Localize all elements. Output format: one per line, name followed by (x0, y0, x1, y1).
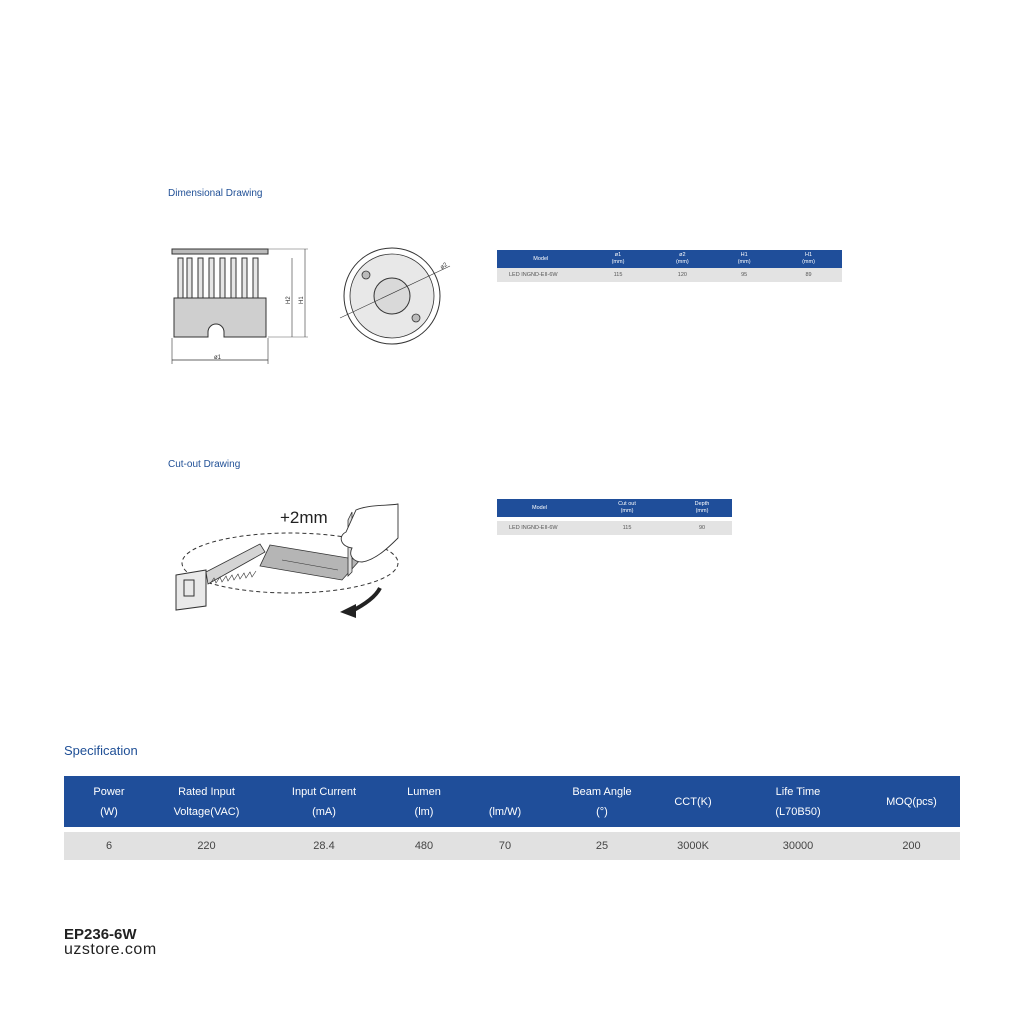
spec-value-efficacy: 70 (459, 832, 551, 860)
table-row (497, 268, 842, 282)
plus-2mm-label: +2mm (280, 508, 328, 527)
label-phi2: ø2 (439, 262, 449, 271)
dim-cell-h1: 95 (713, 268, 775, 282)
cutout-drawing-title: Cut-out Drawing (168, 459, 241, 470)
fixture-body (174, 298, 266, 337)
cutout-panel (260, 545, 360, 580)
dim-cell-h1-second: 89 (775, 268, 842, 282)
dimensional-table (497, 250, 842, 282)
product-model: EP236-6W (64, 926, 137, 943)
spec-value-moq: 200 (863, 832, 960, 860)
label-h1: H1 (299, 296, 305, 304)
spec-header-efficacy: (lm/W) (459, 776, 551, 827)
dimensional-drawing-title: Dimensional Drawing (168, 188, 263, 199)
cut-cell-model: LED INGND-EII-6W (497, 521, 582, 535)
label-h2: H2 (286, 296, 292, 304)
table-row (497, 521, 732, 535)
dim-cell-model: LED INGND-EII-6W (497, 268, 585, 282)
cut-cell-cutout: 115 (582, 521, 672, 535)
spec-value-current: 28.4 (259, 832, 389, 860)
cut-header-depth: Depth (mm) (672, 499, 732, 517)
specification-title: Specification (64, 743, 138, 758)
spec-header-current: Input Current (mA) (259, 776, 389, 827)
dim-cell-phi2: 120 (651, 268, 713, 282)
fixture-heatsink (178, 258, 258, 298)
spec-header-power: Power (W) (64, 776, 154, 827)
spec-value-beam-angle: 25 (551, 832, 653, 860)
cut-header-cutout: Cut out (mm) (582, 499, 672, 517)
spec-value-cct: 3000K (653, 832, 733, 860)
spec-header-moq: MOQ(pcs) (863, 776, 960, 827)
dim-header-phi1: ø1 (mm) (585, 250, 652, 268)
spec-header-cct: CCT(K) (653, 776, 733, 827)
spec-header-beam-angle: Beam Angle (°) (551, 776, 653, 827)
cut-header-model: Model (497, 499, 582, 517)
specification-table (64, 776, 960, 860)
spec-value-life-time: 30000 (733, 832, 863, 860)
dim-header-model: Model (497, 250, 585, 268)
dim-header-h1: H1 (mm) (713, 250, 775, 268)
spec-header-lumen: Lumen (lm) (389, 776, 459, 827)
saw-handle (176, 570, 206, 610)
table-row (64, 832, 960, 860)
spec-value-lumen: 480 (389, 832, 459, 860)
dim-cell-phi1: 115 (585, 268, 652, 282)
dim-header-phi2: ø2 (mm) (651, 250, 713, 268)
spec-value-power: 6 (64, 832, 154, 860)
cut-cell-depth: 90 (672, 521, 732, 535)
spec-header-life-time: Life Time (L70B50) (733, 776, 863, 827)
cutout-drawing-figure (170, 500, 410, 620)
dim-header-h1-second: H1 (mm) (775, 250, 842, 268)
store-site: uzstore.com (64, 941, 157, 958)
cutout-table (497, 499, 732, 535)
spec-value-voltage: 220 (154, 832, 259, 860)
fixture-top-lens (374, 278, 410, 314)
fixture-flange (172, 249, 268, 254)
dimensional-drawing-figure (160, 240, 460, 370)
label-phi1: ø1 (214, 355, 222, 361)
screw-icon (362, 271, 370, 279)
spec-header-voltage: Rated Input Voltage(VAC) (154, 776, 259, 827)
screw-icon (412, 314, 420, 322)
